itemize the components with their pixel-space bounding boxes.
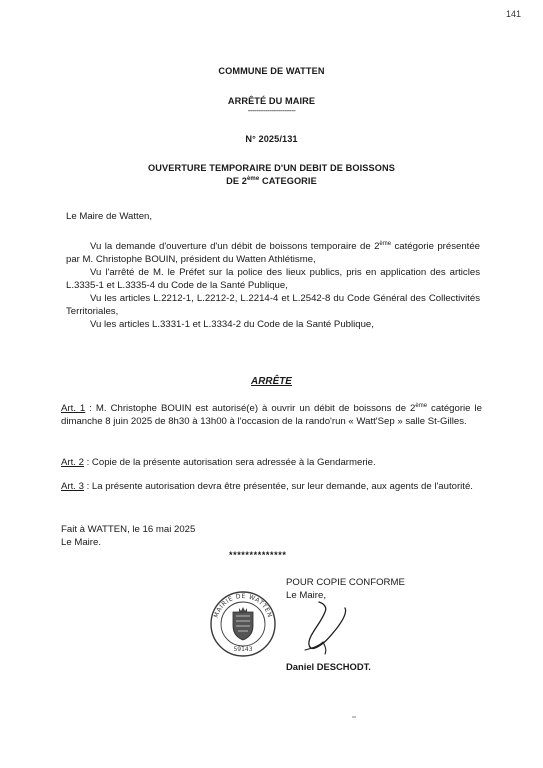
commune-heading: COMMUNE DE WATTEN: [218, 66, 325, 76]
header-separator: ----------------------: [247, 106, 296, 115]
signatory-role: Le Maire.: [61, 537, 101, 548]
vu-prefect-order: Vu l'arrêté de M. le Préfet sur la police des lieux publics, pris en application des articles L.3335-1 et L.3335-4 du Code de la Santé Publique,: [66, 267, 480, 291]
stars-separator: **************: [229, 550, 287, 560]
copy-conform-line: POUR COPIE CONFORME: [286, 577, 405, 588]
vu-request: Vu la demande d'ouverture d'un débit de boissons temporaire de 2ème catégorie présentée par M. Christophe BOUIN, président du Watten Athlétisme,: [66, 241, 480, 265]
mayor-name: Daniel DESCHODT.: [286, 661, 371, 672]
article-3-label: Art. 3: [61, 481, 84, 492]
page-number: 141: [505, 9, 521, 19]
article-1-label: Art. 1: [61, 403, 86, 414]
opening-line: Le Maire de Watten,: [66, 211, 153, 222]
article-2-label: Art. 2: [61, 457, 84, 468]
certification-mayor: Le Maire,: [286, 590, 326, 601]
article-3: Art. 3 : La présente autorisation devra être présentée, sur leur demande, aux agents de l'autorité.: [61, 481, 473, 492]
arrete-number: N° 2025/131: [245, 134, 298, 144]
vu-cgct-articles: Vu les articles L.2212-1, L.2212-2, L.2214-4 et L.2542-8 du Code Général des Collectivités Territoriales,: [66, 293, 480, 317]
mairie-stamp: [209, 590, 277, 658]
handwritten-signature: [285, 598, 355, 660]
stamp-text-top: MAIRIE DE WATTEN: [212, 592, 274, 619]
article-2: Art. 2 : Copie de la présente autorisation sera adressée à la Gendarmerie.: [61, 457, 376, 468]
article-1: Art. 1 : M. Christophe BOUIN est autorisé(e) à ouvrir un débit de boissons de 2ème catégorie le dimanche 8 juin 2025 de 8h30 à 13h00 à l'occasion de la rando'run « Watt'Sep » salle St-Gilles.: [61, 403, 482, 427]
arrete-title-line1: OUVERTURE TEMPORAIRE D'UN DEBIT DE BOISSONS: [148, 163, 395, 173]
arrete-heading: ARRÊTE: [251, 376, 292, 387]
vu-csp-articles: Vu les articles L.3331-1 et L.3334-2 du Code de la Santé Publique,: [90, 319, 374, 330]
stamp-text-bottom: 59143: [233, 646, 253, 653]
scan-speck: [352, 716, 356, 718]
arrete-type-heading: ARRÊTÉ DU MAIRE: [227, 96, 316, 106]
place-date: Fait à WATTEN, le 16 mai 2025: [61, 524, 196, 535]
arrete-title-line2: DE 2ème CATEGORIE: [226, 176, 317, 186]
